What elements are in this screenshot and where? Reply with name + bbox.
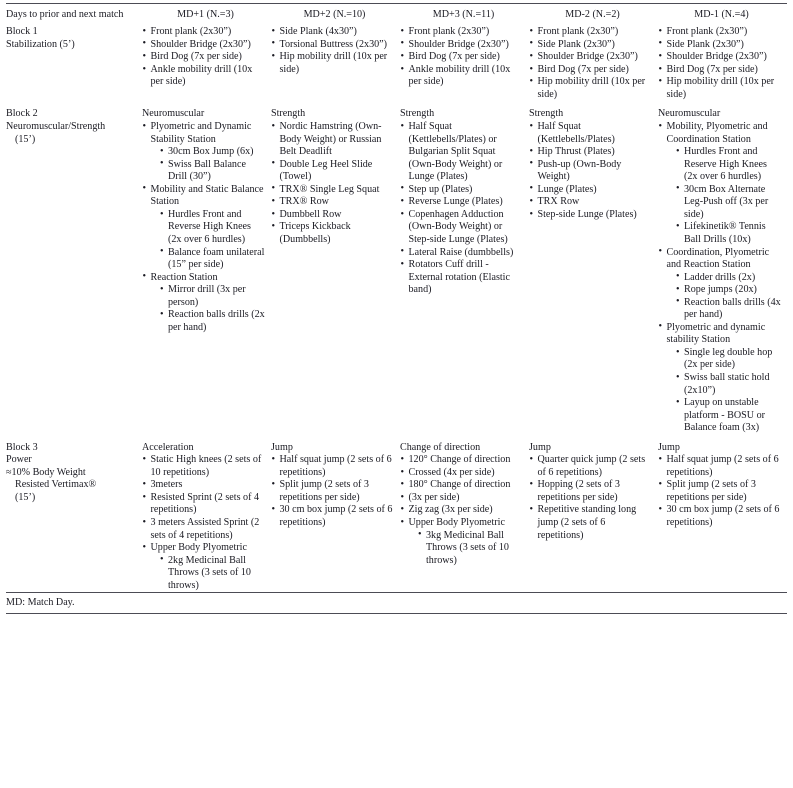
exercise-text: Ladder drills (2x) [684, 271, 756, 283]
exercise-sublist [151, 146, 266, 184]
exercise-text: Hip mobility drill (10x per side) [279, 51, 388, 75]
exercise-text: Coordination, Plyometric and Reaction Station [666, 246, 770, 271]
category-heading: Jump [529, 441, 551, 453]
exercise-item [400, 121, 523, 184]
exercise-list [271, 121, 394, 246]
exercise-list [400, 26, 523, 89]
exercise-item [658, 322, 781, 435]
exercise-item [529, 64, 652, 77]
exercise-text: Bird Dog (7x per side) [666, 63, 758, 75]
exercise-text: Crossed (4x per side) [408, 466, 495, 478]
exercise-item [271, 221, 394, 246]
exercise-item [142, 51, 265, 64]
category-heading: Acceleration [142, 441, 194, 453]
exercise-text: Shoulder Bridge (2x30”) [150, 38, 251, 50]
exercise-item [400, 64, 523, 89]
exercise-text: Reaction balls drills (2x per hand) [168, 309, 265, 333]
exercise-list [658, 26, 781, 101]
exercise-text: 3meters [150, 479, 183, 491]
exercise-text: 2kg Medicinal Ball Throws (3 sets of 10 throws) [168, 554, 251, 591]
exercise-item [142, 64, 265, 89]
exercise-text: Balance foam unilateral (15” per side) [168, 246, 265, 271]
exercise-text: Reaction balls drills (4x per hand) [684, 296, 781, 321]
exercise-item [271, 26, 394, 39]
exercise-item [529, 159, 652, 184]
block-label-line: Block 2 [6, 108, 38, 120]
category-heading: Strength [529, 108, 564, 120]
exercise-text: Rope jumps (20x) [684, 284, 757, 296]
exercise-text: Split jump (2 sets of 3 repetitions per side) [666, 479, 756, 503]
exercise-text: Bird Dog (7x per side) [150, 51, 242, 63]
exercise-item [271, 51, 394, 76]
exercise-list [529, 121, 652, 221]
table-header [6, 4, 787, 26]
exercise-text: Half Squat (Kettlebells/Plates) or Bulgarian Split Squat (Own-Body Weight) or Lunge (Plates) [408, 121, 503, 183]
exercise-item [658, 51, 781, 64]
exercise-text: Mobility and Static Balance Station [150, 183, 264, 208]
exercise-item [271, 196, 394, 209]
exercise-text: Hip mobility drill (10x per side) [666, 76, 775, 100]
exercise-item [271, 479, 394, 504]
exercise-sublist [151, 555, 266, 593]
header-col-mdm2: MD-2 (N.=2) [565, 9, 620, 20]
header-col-md3: MD+3 (N.=11) [432, 9, 495, 20]
exercise-item [400, 39, 523, 52]
footnote-text: MD: Match Day. [6, 596, 75, 608]
exercise-subitem [160, 247, 266, 272]
exercise-text: Reaction Station [150, 271, 218, 283]
exercise-subitem [676, 146, 782, 184]
exercise-item [400, 517, 523, 567]
exercise-item [658, 247, 781, 322]
exercise-text: TRX® Single Leg Squat [279, 183, 380, 195]
category-heading: Jump [271, 441, 293, 453]
exercise-item [529, 26, 652, 39]
table-body [6, 26, 787, 592]
exercise-item [400, 196, 523, 209]
exercise-item [529, 146, 652, 159]
footnote-row [6, 593, 787, 613]
exercise-subitem [160, 555, 266, 593]
exercise-subitem [676, 184, 782, 222]
table-bottom-rule [6, 613, 787, 614]
exercise-item [142, 39, 265, 52]
block-label [6, 108, 142, 434]
exercise-text: Lunge (Plates) [537, 183, 597, 195]
exercise-text: Push-up (Own-Body Weight) [537, 158, 622, 183]
block-label [6, 442, 142, 593]
exercise-item [142, 542, 265, 592]
schedule-table [6, 4, 787, 592]
exercise-text: Upper Body Plyometric [150, 542, 247, 554]
exercise-text: Nordic Hamstring (Own-Body Weight) or Russian Belt Deadlift [279, 121, 382, 158]
exercise-text: Lateral Raise (dumbbells) [408, 246, 514, 258]
exercise-list [271, 454, 394, 529]
exercise-item [271, 39, 394, 52]
exercise-sublist [151, 284, 266, 334]
footnote-table [6, 593, 787, 613]
exercise-item [271, 184, 394, 197]
exercise-list [142, 26, 265, 89]
exercise-text: 180° Change of direction [408, 479, 511, 491]
exercise-list [658, 454, 781, 529]
block-label-line: Power [6, 454, 32, 466]
exercise-text: Hip mobility drill (10x per side) [537, 76, 646, 100]
block-row [6, 108, 787, 434]
exercise-text: Front plank (2x30”) [150, 26, 232, 38]
block-label-line: Block 3 [6, 441, 38, 453]
exercise-list [529, 26, 652, 101]
block-label-line: (15’) [15, 133, 36, 145]
exercise-item [142, 492, 265, 517]
exercise-item [529, 196, 652, 209]
exercise-item [400, 209, 523, 247]
exercise-item [658, 76, 781, 101]
exercise-text: Dumbbell Row [279, 208, 342, 220]
exercise-item [529, 76, 652, 101]
exercise-text: Upper Body Plyometric [408, 516, 505, 528]
block-label-line: Stabilization (5’) [6, 38, 75, 50]
exercise-item [142, 184, 265, 272]
exercise-list [142, 121, 265, 334]
block-spacer-row [6, 101, 787, 108]
exercise-text: Plyometric and dynamic stability Station [666, 321, 766, 346]
block-label [6, 26, 142, 101]
exercise-text: Step-side Lunge (Plates) [537, 208, 637, 220]
category-heading: Neuromuscular [658, 108, 721, 120]
exercise-text: Ankle mobility drill (10x per side) [408, 63, 511, 88]
exercise-subitem [676, 297, 782, 322]
exercise-subitem [676, 272, 782, 285]
exercise-item [142, 479, 265, 492]
exercise-item [400, 247, 523, 260]
exercise-text: Mobility, Plyometric and Coordination Station [666, 121, 768, 145]
day-cell [529, 26, 658, 101]
exercise-text: Shoulder Bridge (2x30”) [537, 51, 638, 63]
exercise-item [658, 454, 781, 479]
exercise-text: Half Squat (Kettlebells/Plates) [537, 121, 615, 145]
exercise-text: Layup on unstable platform - BOSU or Balance foam (3x) [684, 397, 766, 434]
exercise-item [400, 504, 523, 517]
exercise-item [400, 479, 523, 492]
block-row [6, 442, 787, 593]
exercise-item [658, 121, 781, 246]
exercise-item [271, 121, 394, 159]
exercise-text: Repetitive standing long jump (2 sets of 6 repetitions) [537, 504, 637, 541]
exercise-item [400, 492, 523, 505]
exercise-text: Swiss ball static hold (2x10”) [684, 371, 770, 396]
exercise-text: (3x per side) [408, 491, 460, 503]
exercise-subitem [160, 309, 266, 334]
day-cell [142, 26, 271, 101]
exercise-item [142, 517, 265, 542]
exercise-subitem [160, 159, 266, 184]
day-cell [400, 26, 529, 101]
exercise-text: 30 cm box jump (2 sets of 6 repetitions) [279, 504, 393, 528]
exercise-subitem [160, 146, 266, 159]
block-spacer [6, 101, 787, 108]
exercise-sublist [667, 347, 782, 435]
exercise-text: 30cm Box Alternate Leg-Push off (3x per side) [684, 183, 769, 220]
day-cell [142, 108, 271, 434]
exercise-list [271, 26, 394, 76]
block-label-line: Block 1 [6, 26, 38, 38]
exercise-text: TRX Row [537, 196, 580, 208]
exercise-item [142, 121, 265, 184]
category-heading: Strength [271, 108, 306, 120]
exercise-item [529, 121, 652, 146]
exercise-text: Hopping (2 sets of 3 repetitions per side) [537, 479, 620, 503]
exercise-subitem [676, 397, 782, 435]
exercise-text: Bird Dog (7x per side) [537, 63, 629, 75]
exercise-text: 120° Change of direction [408, 454, 511, 466]
exercise-text: Hip Thrust (Plates) [537, 146, 615, 158]
exercise-list [142, 454, 265, 592]
block-label-line: Neuromuscular/Strength [6, 121, 106, 133]
exercise-text: Reverse Lunge (Plates) [408, 196, 503, 208]
block-spacer [6, 435, 787, 442]
exercise-text: Resisted Sprint (2 sets of 4 repetitions) [150, 491, 260, 516]
exercise-text: Hurdles Front and Reserve High Knees (2x over 6 hurdles) [684, 146, 767, 183]
exercise-text: Static High knees (2 sets of 10 repetitions) [150, 454, 262, 478]
exercise-text: Shoulder Bridge (2x30”) [408, 38, 509, 50]
exercise-item [658, 39, 781, 52]
exercise-text: Side Plank (4x30”) [279, 26, 357, 38]
exercise-text: Zig zag (3x per side) [408, 504, 493, 516]
exercise-sublist [409, 530, 524, 568]
exercise-item [529, 454, 652, 479]
exercise-subitem [676, 347, 782, 372]
exercise-item [529, 51, 652, 64]
exercise-item [529, 39, 652, 52]
exercise-text: Half squat jump (2 sets of 6 repetitions) [666, 454, 779, 478]
exercise-item [271, 504, 394, 529]
exercise-item [529, 504, 652, 542]
exercise-list [658, 121, 781, 435]
block-row [6, 26, 787, 101]
exercise-text: Ankle mobility drill (10x per side) [150, 63, 253, 88]
exercise-text: Lifekinetik® Tennis Ball Drills (10x) [684, 221, 766, 245]
exercise-text: 3 meters Assisted Sprint (2 sets of 4 repetitions) [150, 516, 260, 541]
exercise-sublist [667, 272, 782, 322]
exercise-item [529, 184, 652, 197]
header-row [6, 4, 787, 26]
exercise-text: Half squat jump (2 sets of 6 repetitions) [279, 454, 392, 478]
exercise-item [400, 51, 523, 64]
exercise-text: Front plank (2x30”) [408, 26, 490, 38]
exercise-text: Plyometric and Dynamic Stability Station [150, 121, 252, 145]
header-col-md1: MD+1 (N.=3) [177, 9, 234, 20]
exercise-item [658, 504, 781, 529]
category-heading: Strength [400, 108, 435, 120]
exercise-item [271, 209, 394, 222]
exercise-item [400, 26, 523, 39]
exercise-item [271, 454, 394, 479]
exercise-list [400, 454, 523, 567]
exercise-text: Side Plank (2x30”) [666, 38, 744, 50]
day-cell [400, 108, 529, 434]
exercise-sublist [667, 146, 782, 246]
exercise-text: Front plank (2x30”) [537, 26, 619, 38]
block-label-line: Resisted Vertimax® [15, 479, 97, 491]
exercise-text: Shoulder Bridge (2x30”) [666, 51, 767, 63]
category-heading: Neuromuscular [142, 108, 205, 120]
day-cell [658, 26, 787, 101]
day-cell [658, 108, 787, 434]
exercise-item [400, 259, 523, 297]
exercise-subitem [676, 284, 782, 297]
exercise-text: Mirror drill (3x per person) [168, 284, 246, 308]
day-cell [271, 442, 400, 593]
exercise-item [658, 479, 781, 504]
exercise-text: Bird Dog (7x per side) [408, 51, 500, 63]
category-heading: Change of direction [400, 441, 481, 453]
header-col-mdm1: MD-1 (N.=4) [694, 9, 749, 20]
exercise-subitem [418, 530, 524, 568]
exercise-text: Quarter quick jump (2 sets of 6 repetitions) [537, 454, 646, 478]
exercise-subitem [676, 221, 782, 246]
block-label-line: (15’) [15, 491, 36, 503]
exercise-item [400, 454, 523, 467]
exercise-item [658, 64, 781, 77]
exercise-text: Single leg double hop (2x per side) [684, 346, 773, 371]
exercise-subitem [676, 372, 782, 397]
day-cell [529, 442, 658, 593]
day-cell [658, 442, 787, 593]
day-cell [271, 108, 400, 434]
exercise-item [529, 479, 652, 504]
day-cell [529, 108, 658, 434]
exercise-text: TRX® Row [279, 196, 329, 208]
exercise-item [400, 467, 523, 480]
exercise-item [400, 184, 523, 197]
exercise-item [271, 159, 394, 184]
exercise-text: Triceps Kickback (Dumbbells) [279, 221, 351, 245]
exercise-text: Double Leg Heel Slide (Towel) [279, 158, 373, 183]
exercise-list [400, 121, 523, 297]
block-label-line: ≈10% Body Weight [6, 466, 86, 478]
exercise-item [658, 26, 781, 39]
exercise-text: Step up (Plates) [408, 183, 473, 195]
header-col-md2: MD+2 (N.=10) [303, 9, 366, 20]
exercise-text: Hurdles Front and Reverse High Knees (2x over 6 hurdles) [168, 208, 251, 245]
exercise-text: Side Plank (2x30”) [537, 38, 615, 50]
day-cell [271, 26, 400, 101]
exercise-text: Torsional Buttress (2x30”) [279, 38, 388, 50]
exercise-subitem [160, 209, 266, 247]
exercise-text: 30 cm box jump (2 sets of 6 repetitions) [666, 504, 780, 528]
exercise-text: Rotators Cuff drill - External rotation (Elastic band) [408, 259, 510, 296]
day-cell [142, 442, 271, 593]
exercise-sublist [151, 209, 266, 272]
exercise-text: Front plank (2x30”) [666, 26, 748, 38]
exercise-text: Swiss Ball Balance Drill (30”) [168, 158, 246, 183]
day-cell [400, 442, 529, 593]
exercise-text: Copenhagen Adduction (Own-Body Weight) or Step-side Lunge (Plates) [408, 208, 508, 245]
exercise-item [142, 454, 265, 479]
exercise-text: 30cm Box Jump (6x) [168, 146, 254, 158]
exercise-item [529, 209, 652, 222]
exercise-item [142, 26, 265, 39]
exercise-text: Split jump (2 sets of 3 repetitions per side) [279, 479, 369, 503]
header-row-label: Days to prior and next match [6, 9, 124, 20]
exercise-list [529, 454, 652, 542]
exercise-text: 3kg Medicinal Ball Throws (3 sets of 10 throws) [426, 529, 509, 566]
exercise-item [142, 272, 265, 335]
exercise-subitem [160, 284, 266, 309]
block-spacer-row [6, 435, 787, 442]
category-heading: Jump [658, 441, 680, 453]
